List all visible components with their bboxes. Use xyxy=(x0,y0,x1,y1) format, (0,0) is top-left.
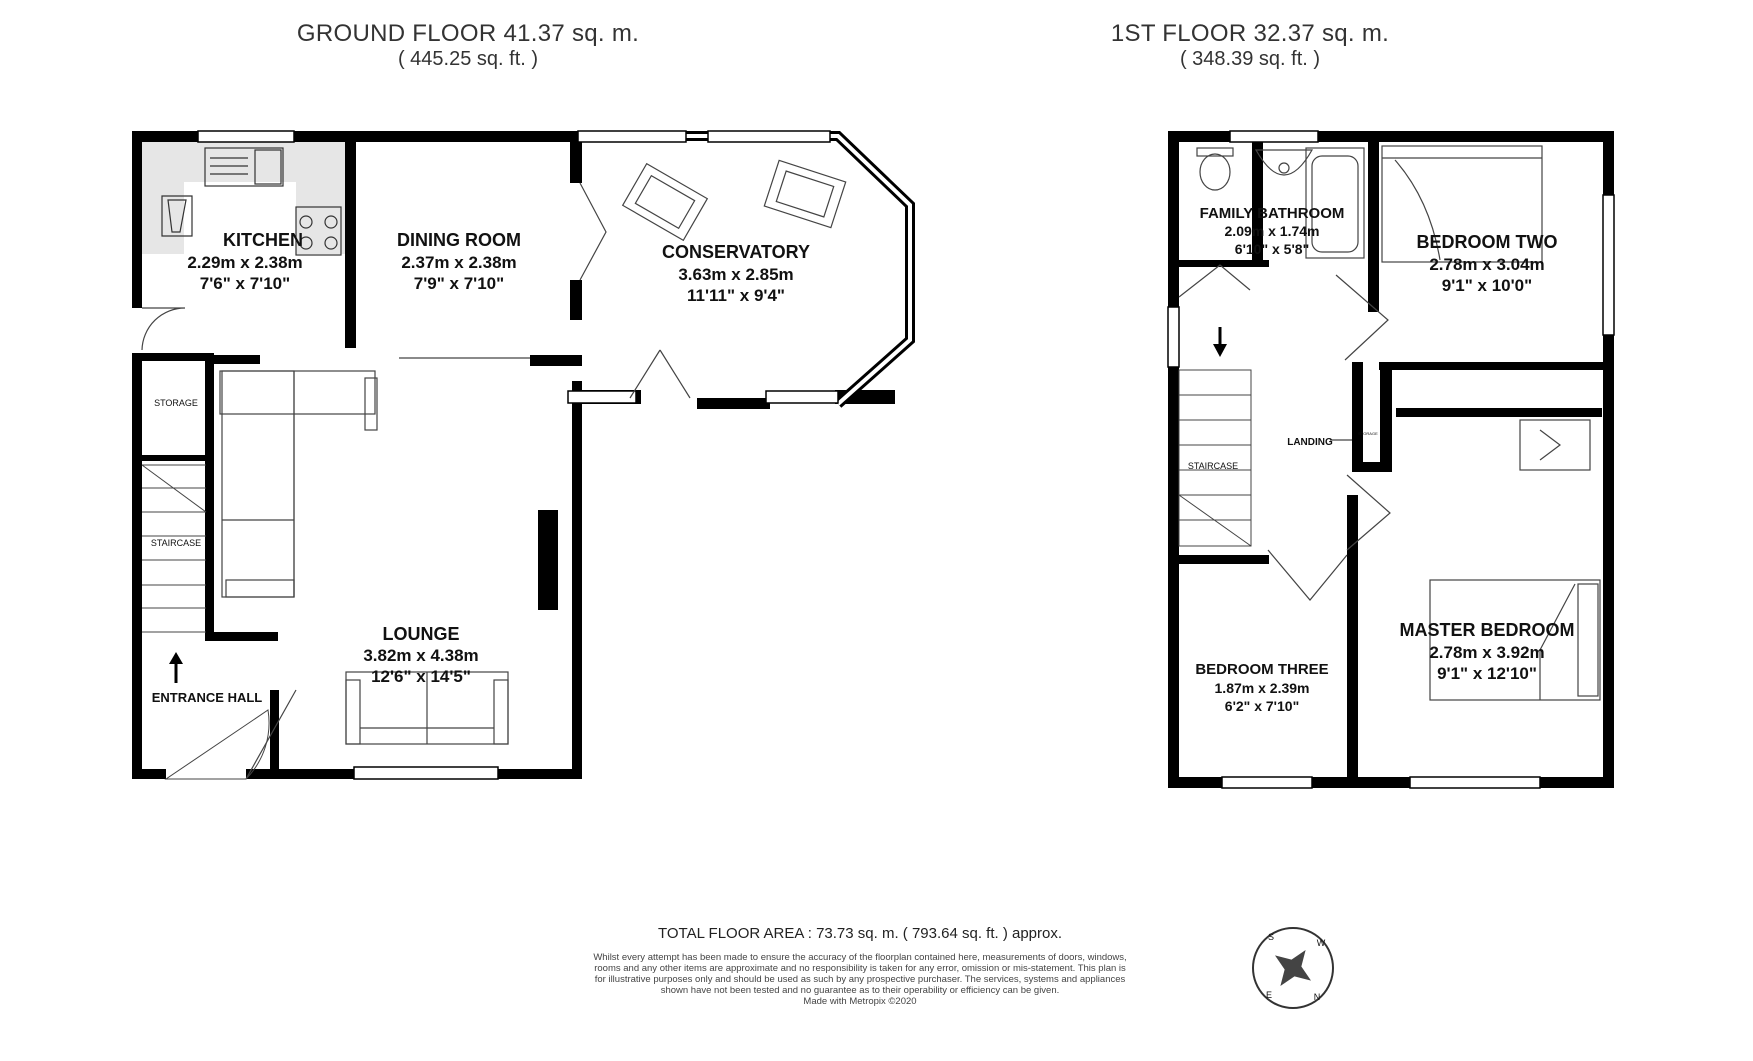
label-storage-ground: STORAGE xyxy=(154,398,198,408)
room-imperial-dining-room: 7'9" x 7'10" xyxy=(413,274,505,293)
plan-footer xyxy=(590,925,1130,1007)
ground-floor-plan xyxy=(132,131,910,779)
room-metric-lounge: 3.82m x 4.38m xyxy=(363,646,479,665)
room-name-bedroom-two: BEDROOM TWO xyxy=(1416,232,1558,252)
first-floor-staircase-steps xyxy=(1179,370,1251,546)
room-imperial-family-bathroom: 6'10" x 5'8" xyxy=(1234,241,1310,257)
lounge-furniture xyxy=(220,371,508,744)
room-metric-bedroom-three: 1.87m x 2.39m xyxy=(1214,680,1310,696)
total-floor-area: TOTAL FLOOR AREA : 73.73 sq. m. ( 793.64 sq. ft. ) approx. xyxy=(657,925,1063,942)
room-imperial-kitchen: 7'6" x 7'10" xyxy=(199,274,291,293)
room-imperial-bedroom-two: 9'1" x 10'0" xyxy=(1441,276,1533,295)
bedroom-furniture xyxy=(1382,146,1600,700)
label-staircase-ground: STAIRCASE xyxy=(150,538,202,548)
room-imperial-master-bedroom: 9'1" x 12'10" xyxy=(1437,664,1537,683)
conservatory-chairs xyxy=(623,160,846,240)
ground-staircase-steps xyxy=(142,465,206,632)
ground-floor-area-sqft: ( 445.25 sq. ft. ) xyxy=(397,48,539,70)
room-imperial-lounge: 12'6" x 14'5" xyxy=(371,667,471,686)
compass-letter-w: W xyxy=(1316,938,1326,948)
compass-letter-e: E xyxy=(1265,990,1273,1000)
made-with-credit: Made with Metropix ©2020 xyxy=(803,996,917,1007)
room-name-dining-room: DINING ROOM xyxy=(397,230,521,250)
compass-rose xyxy=(1253,928,1333,1008)
room-name-bedroom-three: BEDROOM THREE xyxy=(1195,661,1329,678)
room-name-conservatory: CONSERVATORY xyxy=(661,242,811,262)
compass-letter-s: S xyxy=(1267,932,1275,942)
room-metric-master-bedroom: 2.78m x 3.92m xyxy=(1429,643,1545,662)
entrance-arrow xyxy=(169,652,183,683)
compass-letter-n: N xyxy=(1313,992,1321,1002)
room-name-master-bedroom: MASTER BEDROOM xyxy=(1399,620,1575,640)
landing-arrow xyxy=(1213,327,1227,357)
disclaimer-text: Whilst every attempt has been made to ensure the accuracy of the floorplan contained here, measurements of doors, windows, rooms and any other items are approximate and no responsibility is taken for any error, omission or mis-statement. This plan is for illustrative purposes only and should be used as such by any prospective purchaser. The services, systems and appliances shown have not been tested and no guarantee as to their operability or efficiency can be given. xyxy=(593,952,1127,996)
first-floor-area-sqft: ( 348.39 sq. ft. ) xyxy=(1179,48,1321,70)
room-name-lounge: LOUNGE xyxy=(382,624,460,644)
kitchen-side-worktop xyxy=(142,141,184,254)
ground-floor-walls xyxy=(132,131,895,779)
room-metric-kitchen: 2.29m x 2.38m xyxy=(187,253,303,272)
room-imperial-conservatory: 11'11" x 9'4" xyxy=(687,286,785,305)
room-name-kitchen: KITCHEN xyxy=(223,230,303,250)
label-landing: LANDING xyxy=(1287,437,1333,448)
label-storage-first: STORAGE xyxy=(1358,431,1378,436)
room-name-family-bathroom: FAMILY BATHROOM xyxy=(1199,205,1345,222)
room-metric-family-bathroom: 2.09m x 1.74m xyxy=(1224,223,1320,239)
room-metric-bedroom-two: 2.78m x 3.04m xyxy=(1429,255,1545,274)
room-metric-conservatory: 3.63m x 2.85m xyxy=(678,265,794,284)
room-imperial-bedroom-three: 6'2" x 7'10" xyxy=(1224,698,1300,714)
label-staircase-first: STAIRCASE xyxy=(1187,461,1239,471)
first-floor-title: 1ST FLOOR 32.37 sq. m. xyxy=(1110,20,1390,47)
label-entrance-hall: ENTRANCE HALL xyxy=(151,690,263,705)
ground-floor-title: GROUND FLOOR 41.37 sq. m. xyxy=(296,20,640,47)
room-metric-dining-room: 2.37m x 2.38m xyxy=(401,253,517,272)
